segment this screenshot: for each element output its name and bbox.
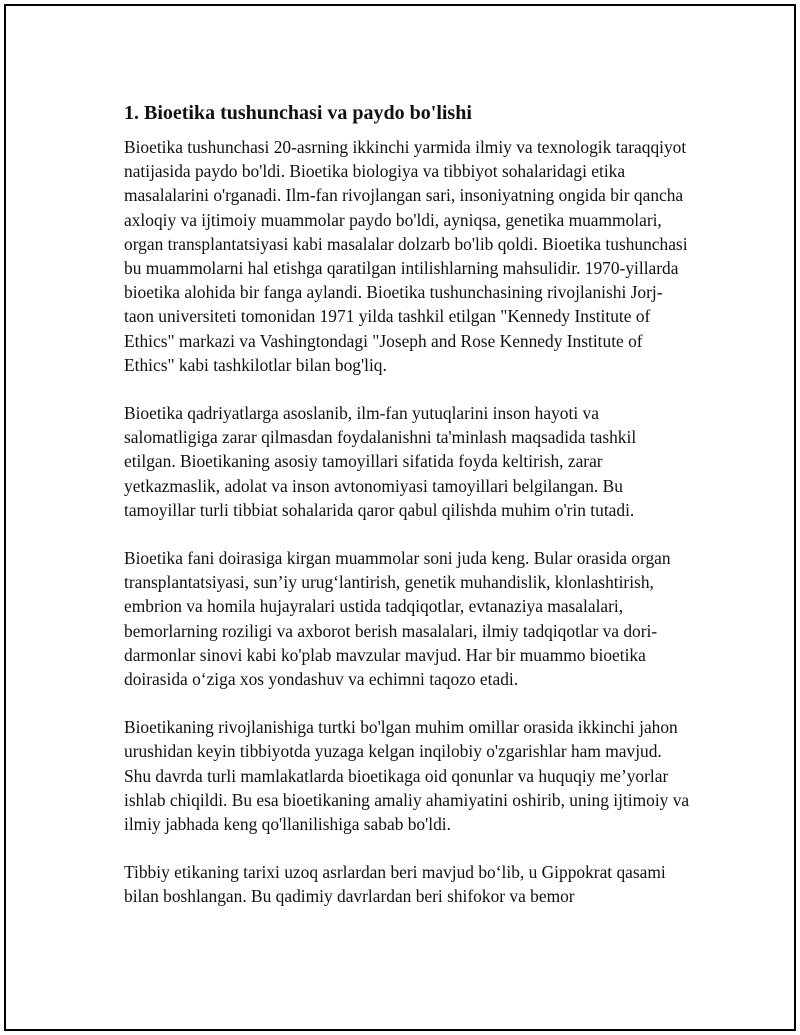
paragraph-2: Bioetika qadriyatlarga asoslanib, ilm-fan yutuqlarini inson hayoti va salomatligiga zarar qilmasdan foydalanishni ta'minlash maqsadida tashkil etilgan. Bioetikaning asosiy tamoyillari sifatida foyda keltirish, zarar yetkazmaslik, adolat va inson avtonomiyasi tamoyillari belgilangan. Bu tamoyillar turli tibbiat sohalarida qaror qabul qilishda muhim o'rin tutadi. xyxy=(124,403,637,520)
paragraph-3: Bioetika fani doirasiga kirgan muammolar soni juda keng. Bular orasida organ transplantatsiyasi, sun’iy urug‘lantirish, genetik muhandislik, klonlashtirish, embrion va homila hujayralari ustida tadqiqotlar, evtanaziya masalalari, bemorlarning roziligi va axborot berish masalalari, ilmiy tadqiqotlar va dori-darmonlar sinovi kabi ko'plab mavzular mavjud. Har bir muammo bioetika doirasida o‘ziga xos yondashuv va echimni taqozo etadi. xyxy=(124,548,671,690)
section-heading: 1. Bioetika tushunchasi va paydo bo'lishi xyxy=(124,102,472,124)
paragraph-5: Tibbiy etikaning tarixi uzoq asrlardan beri mavjud bo‘lib, u Gippokrat qasami bilan boshlangan. Bu qadimiy davrlardan beri shifokor va bemor xyxy=(124,862,666,907)
paragraph-1: Bioetika tushunchasi 20-asrning ikkinchi yarmida ilmiy va texnologik taraqqiyot natijasida paydo bo'ldi. Bioetika biologiya va tibbiyot sohalaridagi etika masalalarini o'rganadi. Ilm-fan rivojlangan sari, insoniyatning ongida bir qancha axloqiy va ijtimoiy muammolar paydo bo'ldi, ayniqsa, genetika muammolari, organ transplantatsiyasi kabi masalalar dolzarb bo'lib qoldi. Bioetika tushunchasi bu muammolarni hal etishga qaratilgan intilishlarning mahsulidir. 1970-yillarda bioetika alohida bir fanga aylandi. Bioetika tushunchasining rivojlanishi Jorj-taon universiteti tomonidan 1971 yilda tashkil etilgan "Kennedy Institute of Ethics" markazi va Vashingtondagi "Joseph and Rose Kennedy Institute of Ethics" kabi tashkilotlar bilan bog'liq. xyxy=(124,137,688,375)
paragraph-4: Bioetikaning rivojlanishiga turtki bo'lgan muhim omillar orasida ikkinchi jahon urushidan keyin tibbiyotda yuzaga kelgan inqilobiy o'zgarishlar ham mavjud. Shu davrda turli mamlakatlarda bioetikaga oid qonunlar va huquqiy me’yorlar ishlab chiqildi. Bu esa bioetikaning amaliy ahamiyatini oshirib, uning ijtimoiy va ilmiy jabhada keng qo'llanilishiga sabab bo'ldi. xyxy=(124,717,690,835)
page-frame xyxy=(4,4,796,1031)
document-body xyxy=(124,100,690,933)
